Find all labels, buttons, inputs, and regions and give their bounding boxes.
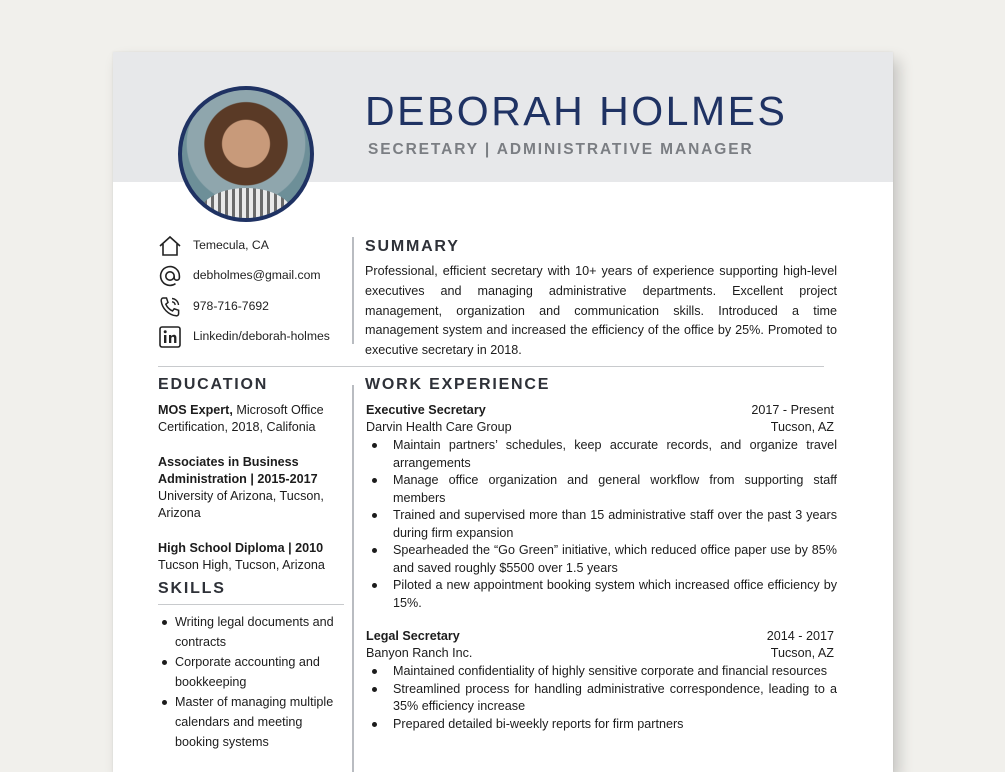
education-heading: EDUCATION (158, 376, 269, 393)
list-item: Trained and supervised more than 15 administrative staff over the past 3 years during firm expansion (366, 507, 837, 542)
summary-separator (158, 366, 824, 367)
candidate-name: DEBORAH HOLMES (365, 88, 788, 134)
job-location: Tucson, AZ (770, 646, 834, 660)
home-icon (158, 234, 182, 258)
candidate-title: SECRETARY | ADMINISTRATIVE MANAGER (368, 141, 754, 158)
contact-phone-text[interactable]: 978-716-7692 (193, 299, 269, 313)
summary-heading: SUMMARY (365, 238, 460, 255)
job-company: Banyon Ranch Inc. (366, 646, 473, 660)
skills-list (158, 612, 348, 752)
phone-icon (158, 295, 182, 319)
column-divider (352, 385, 354, 772)
linkedin-icon (158, 325, 182, 349)
list-item: Maintained confidentiality of highly sensitive corporate and financial resources (366, 663, 837, 681)
summary-text: Professional, efficient secretary with 10+ years of experience supporting high-level executives and managing administrative departments. Excellent project management, organization and communication skills. Introduced a time management system and increased the efficiency of the office by 25%. Promoted to executive secretary in 2018. (365, 264, 837, 358)
job-bullets (366, 437, 837, 612)
education-entry-rest: Tucson High, Tucson, Arizona (158, 558, 325, 572)
contact-email[interactable] (158, 264, 358, 288)
job-bullets (366, 663, 837, 733)
contact-linkedin[interactable] (158, 325, 358, 349)
list-item: Writing legal documents and contracts (158, 612, 348, 652)
list-item: Master of managing multiple calendars and meeting booking systems (158, 692, 348, 752)
photo-shirt (200, 188, 292, 222)
list-item: Prepared detailed bi-weekly reports for firm partners (366, 716, 837, 734)
education-entry (158, 402, 348, 436)
job-location: Tucson, AZ (770, 420, 834, 434)
list-item: Piloted a new appointment booking system which increased office efficiency by 15%. (366, 577, 837, 612)
list-item: Corporate accounting and bookkeeping (158, 652, 348, 692)
skills-separator (158, 604, 344, 605)
contact-phone[interactable] (158, 295, 358, 319)
job-title: Legal Secretary (366, 629, 460, 643)
contact-location (158, 234, 358, 258)
at-icon (158, 264, 182, 288)
work-heading: WORK EXPERIENCE (365, 376, 551, 393)
contact-divider (352, 237, 354, 344)
education-entry (158, 454, 348, 522)
resume-page (113, 52, 893, 772)
job-dates: 2014 - 2017 (766, 629, 834, 643)
list-item: Spearheaded the “Go Green” initiative, which reduced office paper use by 85% and saved roughly $5500 over 1.5 years (366, 542, 837, 577)
list-item: Streamlined process for handling administrative correspondence, leading to a 35% efficiency increase (366, 681, 837, 716)
education-entry-rest: University of Arizona, Tucson, Arizona (158, 489, 324, 520)
contact-linkedin-text[interactable]: Linkedin/deborah-holmes (193, 329, 330, 343)
education-entry-bold: Associates in Business Administration | 2015-2017 (158, 455, 318, 486)
contact-email-text[interactable]: debholmes@gmail.com (193, 268, 321, 282)
job-title: Executive Secretary (366, 403, 486, 417)
list-item: Manage office organization and general workflow from supporting staff members (366, 472, 837, 507)
skills-heading: SKILLS (158, 580, 226, 597)
education-entry-rest: Microsoft Office Certification, 2018, Califonia (158, 403, 324, 434)
education-entry-bold: High School Diploma | 2010 (158, 541, 324, 555)
job-company: Darvin Health Care Group (366, 420, 512, 434)
list-item: Maintain partners’ schedules, keep accurate records, and organize travel arrangements (366, 437, 837, 472)
education-entry (158, 540, 348, 574)
profile-photo (178, 86, 314, 222)
job-dates: 2017 - Present (751, 403, 834, 417)
education-entry-bold: MOS Expert, (158, 403, 233, 417)
contact-location-text: Temecula, CA (193, 238, 269, 252)
